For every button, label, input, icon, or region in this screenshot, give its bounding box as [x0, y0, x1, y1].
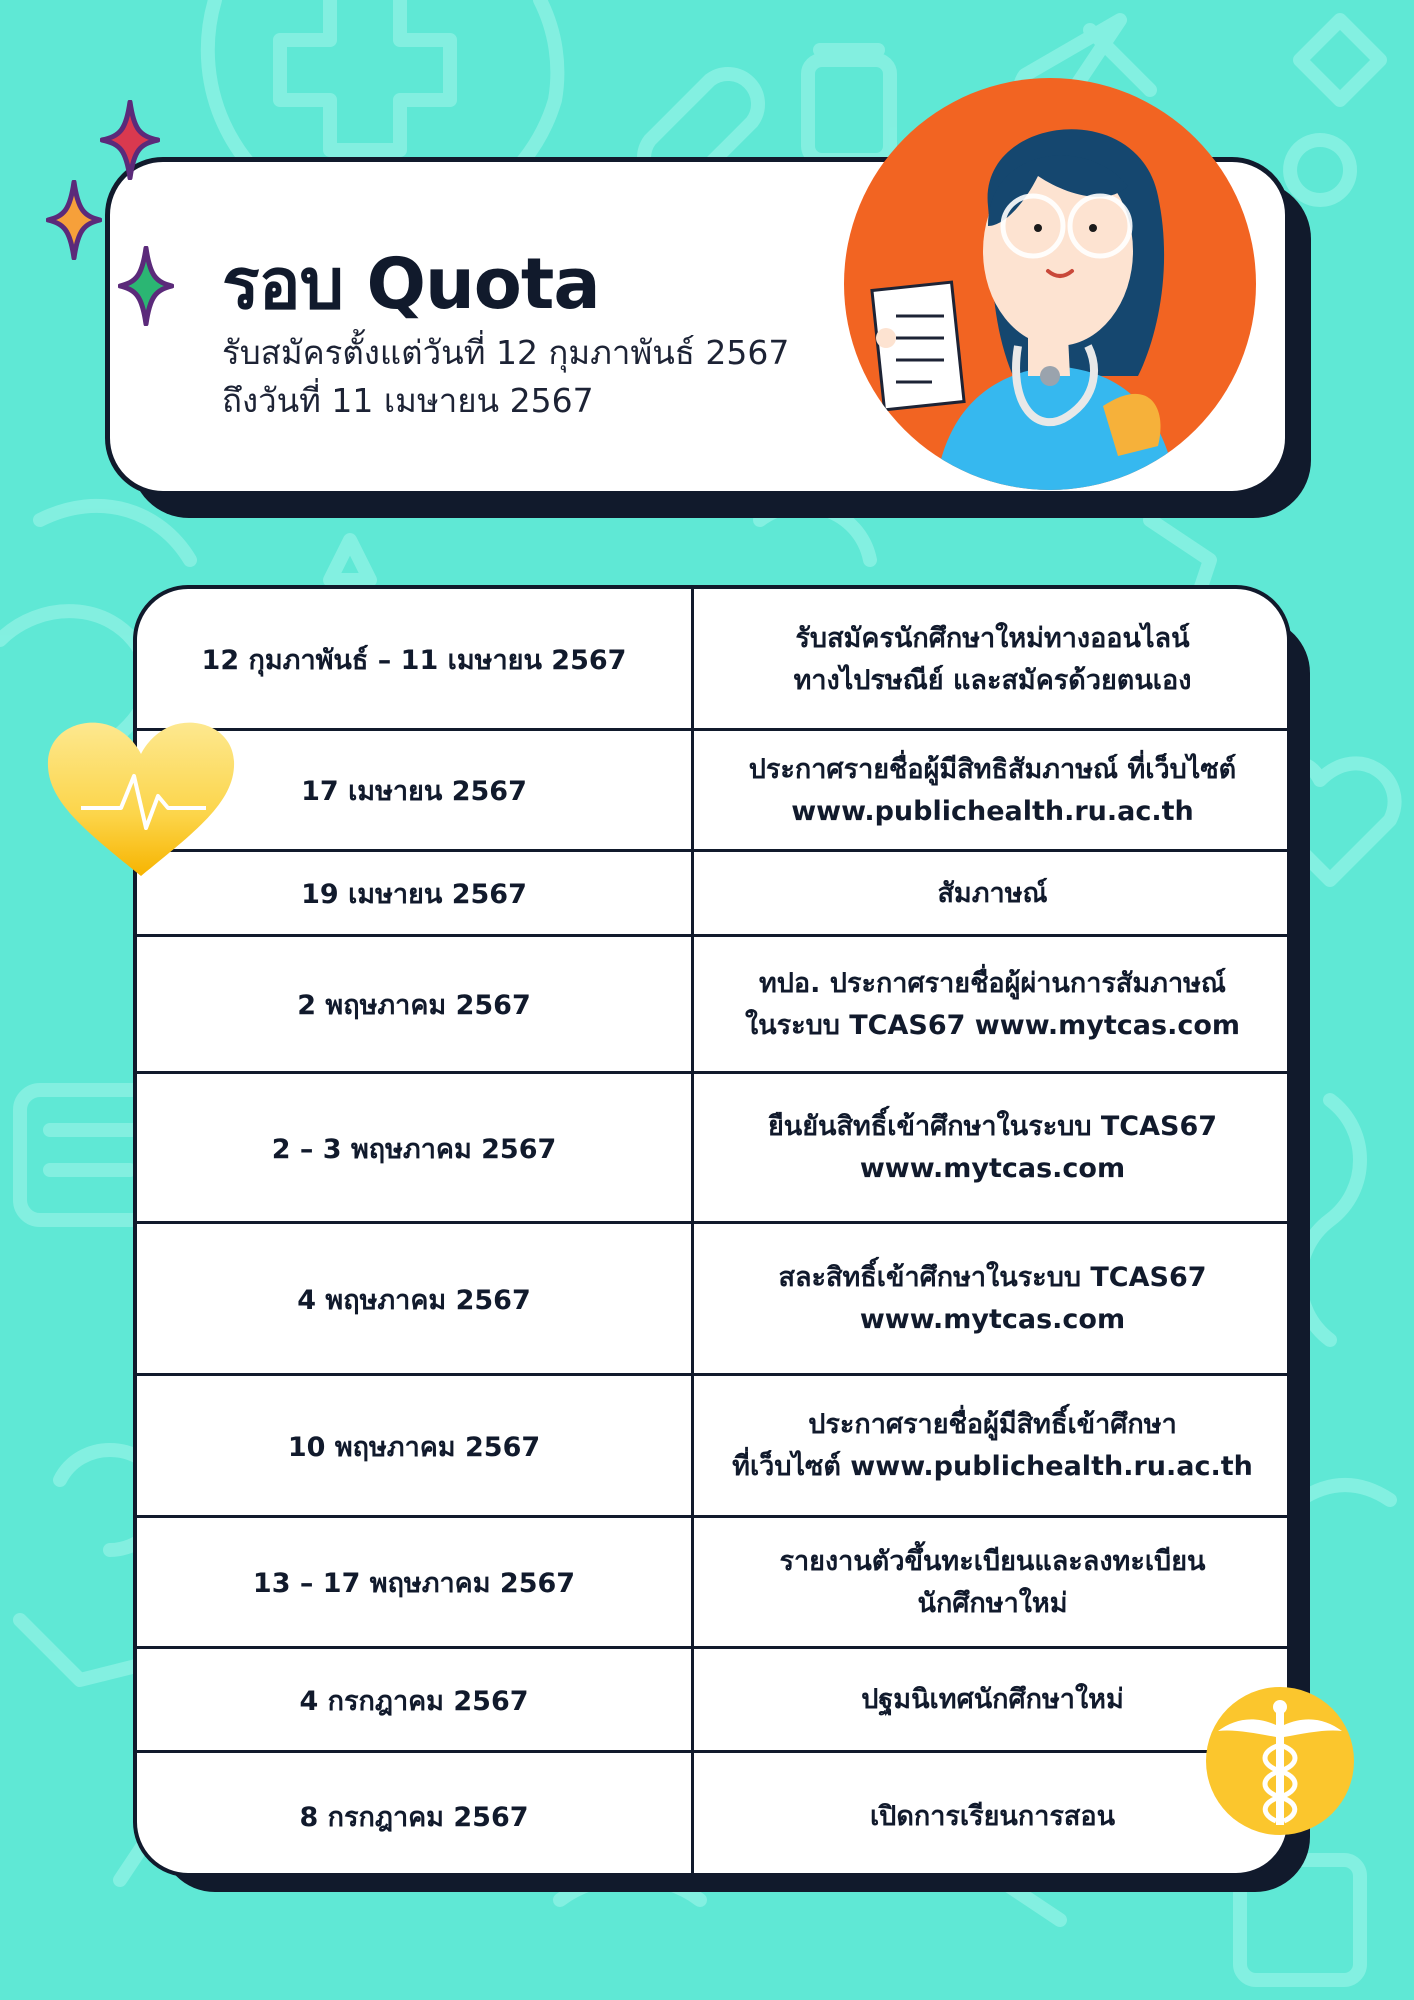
event-cell: รับสมัครนักศึกษาใหม่ทางออนไลน์ ทางไปรษณีย์ และสมัครด้วยตนเอง — [793, 622, 1192, 696]
row-divider — [137, 849, 1287, 852]
row-divider — [137, 1646, 1287, 1649]
event-cell: สัมภาษณ์ — [937, 877, 1048, 909]
row-divider — [137, 1221, 1287, 1224]
sparkle-icon — [100, 100, 160, 180]
date-cell: 8 กรกฎาคม 2567 — [299, 1802, 529, 1833]
row-divider — [137, 728, 1287, 731]
table-row — [137, 730, 1287, 851]
event-cell: ปฐมนิเทศนักศึกษาใหม่ — [861, 1684, 1124, 1715]
row-divider — [137, 1750, 1287, 1753]
row-divider — [137, 1515, 1287, 1518]
table-row — [137, 1223, 1287, 1375]
sparkle-icon — [118, 246, 174, 326]
table-row — [137, 936, 1287, 1073]
sparkle-icon — [46, 180, 102, 260]
date-cell: 13 – 17 พฤษภาคม 2567 — [252, 1568, 576, 1599]
heart-pulse-icon — [46, 716, 236, 881]
table-row — [137, 589, 1287, 730]
table-row — [137, 1648, 1287, 1752]
event-cell: ประกาศรายชื่อผู้มีสิทธิสัมภาษณ์ ที่เว็บไซต์ www.publichealth.ru.ac.th — [748, 753, 1237, 827]
date-cell: 2 – 3 พฤษภาคม 2567 — [271, 1133, 557, 1165]
date-cell: 2 พฤษภาคม 2567 — [297, 990, 531, 1021]
table-row — [137, 1073, 1287, 1223]
schedule-table — [133, 585, 1291, 1877]
table-row — [137, 1752, 1287, 1877]
event-cell: ยืนยันสิทธิ์เข้าศึกษาในระบบ TCAS67 www.mytcas.com — [767, 1111, 1218, 1184]
event-cell: ทปอ. ประกาศรายชื่อผู้ผ่านการสัมภาษณ์ ในระบบ TCAS67 www.mytcas.com — [744, 967, 1241, 1041]
doctor-illustration — [838, 76, 1262, 496]
date-cell: 17 เมษายน 2567 — [301, 776, 527, 807]
caduceus-icon — [1204, 1685, 1356, 1837]
event-cell: รายงานตัวขึ้นทะเบียนและลงทะเบียน นักศึกษาใหม่ — [779, 1545, 1206, 1619]
table-row — [137, 851, 1287, 936]
event-cell: เปิดการเรียนการสอน — [869, 1800, 1116, 1832]
row-divider — [137, 934, 1287, 937]
event-cell: ประกาศรายชื่อผู้มีสิทธิ์เข้าศึกษา ที่เว็บไซต์ www.publichealth.ru.ac.th — [732, 1409, 1253, 1482]
row-divider — [137, 1071, 1287, 1074]
date-cell: 12 กุมภาพันธ์ – 11 เมษายน 2567 — [201, 645, 627, 676]
table-row — [137, 1375, 1287, 1517]
row-divider — [137, 1373, 1287, 1376]
event-cell: สละสิทธิ์เข้าศึกษาในระบบ TCAS67 www.mytcas.com — [778, 1262, 1207, 1335]
subtitle-line-2: ถึงวันที่ 11 เมษายน 2567 — [222, 381, 594, 420]
date-cell: 4 กรกฎาคม 2567 — [299, 1685, 529, 1717]
date-cell: 10 พฤษภาคม 2567 — [287, 1431, 541, 1463]
page-title: รอบ Quota — [222, 243, 600, 325]
date-cell: 19 เมษายน 2567 — [301, 879, 527, 910]
date-cell: 4 พฤษภาคม 2567 — [297, 1284, 531, 1316]
subtitle-line-1: รับสมัครตั้งแต่วันที่ 12 กุมภาพันธ์ 2567 — [222, 333, 790, 372]
table-row — [137, 1517, 1287, 1648]
